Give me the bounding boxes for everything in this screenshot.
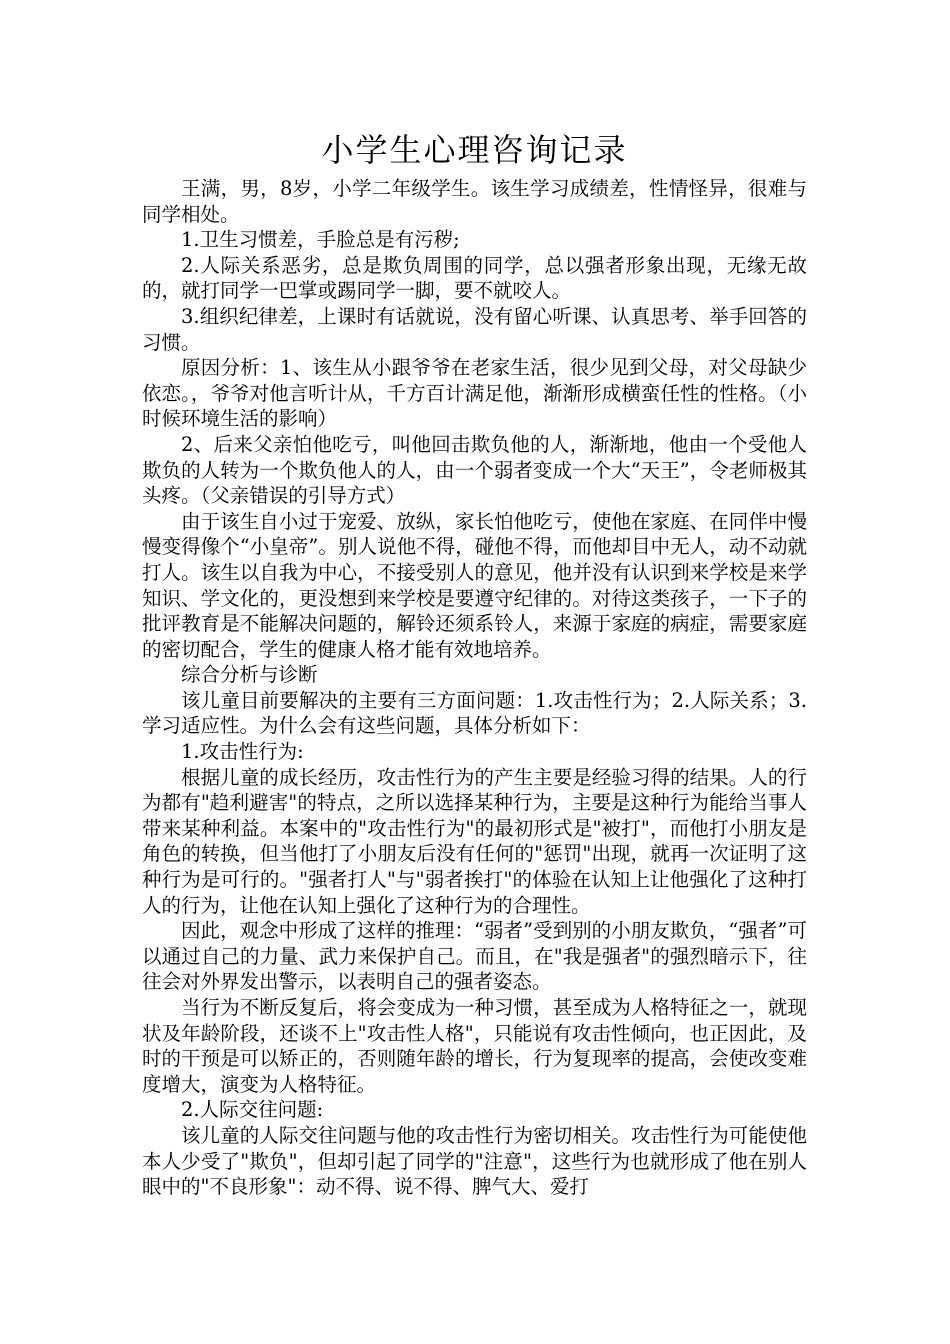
paragraph-aggression-3: 当行为不断反复后，将会变成为一种习惯，甚至成为人格特征之一，就现状及年龄阶段，还谈不上"攻击性人格"，只能说有攻击性倾向，也正因此，及时的干预是可以矫正的，否则随年龄的增长，行为复现率的提高，会使改变难度增大，演变为人格特征。 xyxy=(142,996,807,1096)
paragraph-diagnosis-intro: 该儿童目前要解决的主要有三方面问题：1.攻击性行为；2.人际关系；3.学习适应性。为什么会有这些问题，具体分析如下： xyxy=(142,688,807,738)
paragraph-aggression-1: 根据儿童的成长经历，攻击性行为的产生主要是经验习得的结果。人的行为都有"趋利避害"的特点，之所以选择某种行为，主要是这种行为能给当事人带来某种利益。本案中的"攻击性行为"的最初形式是"被打"，而他打小朋友是角色的转换，但当他打了小朋友后没有任何的"惩罚"出现，就再一次证明了这种行为是可行的。"强者打人"与"弱者挨打"的体验在认知上让他强化了这种打人的行为，让他在认知上强化了这种行为的合理性。 xyxy=(142,765,807,917)
paragraph-problem-3: 3.组织纪律差，上课时有话就说，没有留心听课、认真思考、举手回答的习惯。 xyxy=(142,304,807,354)
paragraph-cause-1: 原因分析：1、该生从小跟爷爷在老家生活，很少见到父母，对父母缺少依恋。，爷爷对他言听计从，千方百计满足他，渐渐形成横蛮任性的性格。（小时候环境生活的影响） xyxy=(142,356,807,431)
paragraph-aggression-2: 因此，观念中形成了这样的推理：“弱者”受到别的小朋友欺负，“强者”可以通过自己的力量、武力来保护自己。而且，在"我是强者"的强烈暗示下，往往会对外界发出警示，以表明自己的强者姿态。 xyxy=(142,919,807,994)
section-heading-diagnosis: 综合分析与诊断 xyxy=(181,663,318,687)
paragraph-cause-2: 2、后来父亲怕他吃亏，叫他回击欺负他的人，渐渐地，他由一个受他人欺负的人转为一个欺负他人的人，由一个弱者变成一个大“天王”，令老师极其头疼。（父亲错误的引导方式） xyxy=(142,432,807,508)
paragraph-student-info: 王满，男，8岁，小学二年级学生。该生学习成绩差，性情怪异，很难与同学相处。 xyxy=(142,177,807,226)
document-title: 小学生心理咨询记录 xyxy=(321,131,628,169)
paragraph-problem-2: 2.人际关系恶劣，总是欺负周围的同学，总以强者形象出现，无缘无故的，就打同学一巴掌或踢同学一脚，要不就咬人。 xyxy=(142,253,807,303)
subheading-interpersonal: 2.人际交往问题: xyxy=(181,1098,324,1122)
document-page xyxy=(142,128,807,1200)
paragraph-interpersonal-1: 该儿童的人际交往问题与他的攻击性行为密切相关。攻击性行为可能使他本人少受了"欺负"，但却引起了同学的"注意"，这些行为也就形成了他在别人眼中的"不良形象"：动不得、说不得、脾气大、爱打 xyxy=(142,1123,807,1199)
paragraph-problem-1: 1.卫生习惯差，手脸总是有污秽; xyxy=(181,228,460,252)
subheading-aggression: 1.攻击性行为: xyxy=(181,740,304,764)
paragraph-cause-summary: 由于该生自小过于宠爱、放纵，家长怕他吃亏，使他在家庭、在同伴中慢慢变得像个“小皇帝”。别人说他不得，碰他不得，而他却目中无人，动不动就打人。该生以自我为中心，不接受别人的意见，他并没有认识到来学校是来学知识、学文化的，更没想到来学校是要遵守纪律的。对待这类孩子，一下子的批评教育是不能解决问题的，解铃还须系铃人，来源于家庭的病症，需要家庭的密切配合，学生的健康人格才能有效地培养。 xyxy=(142,509,807,661)
